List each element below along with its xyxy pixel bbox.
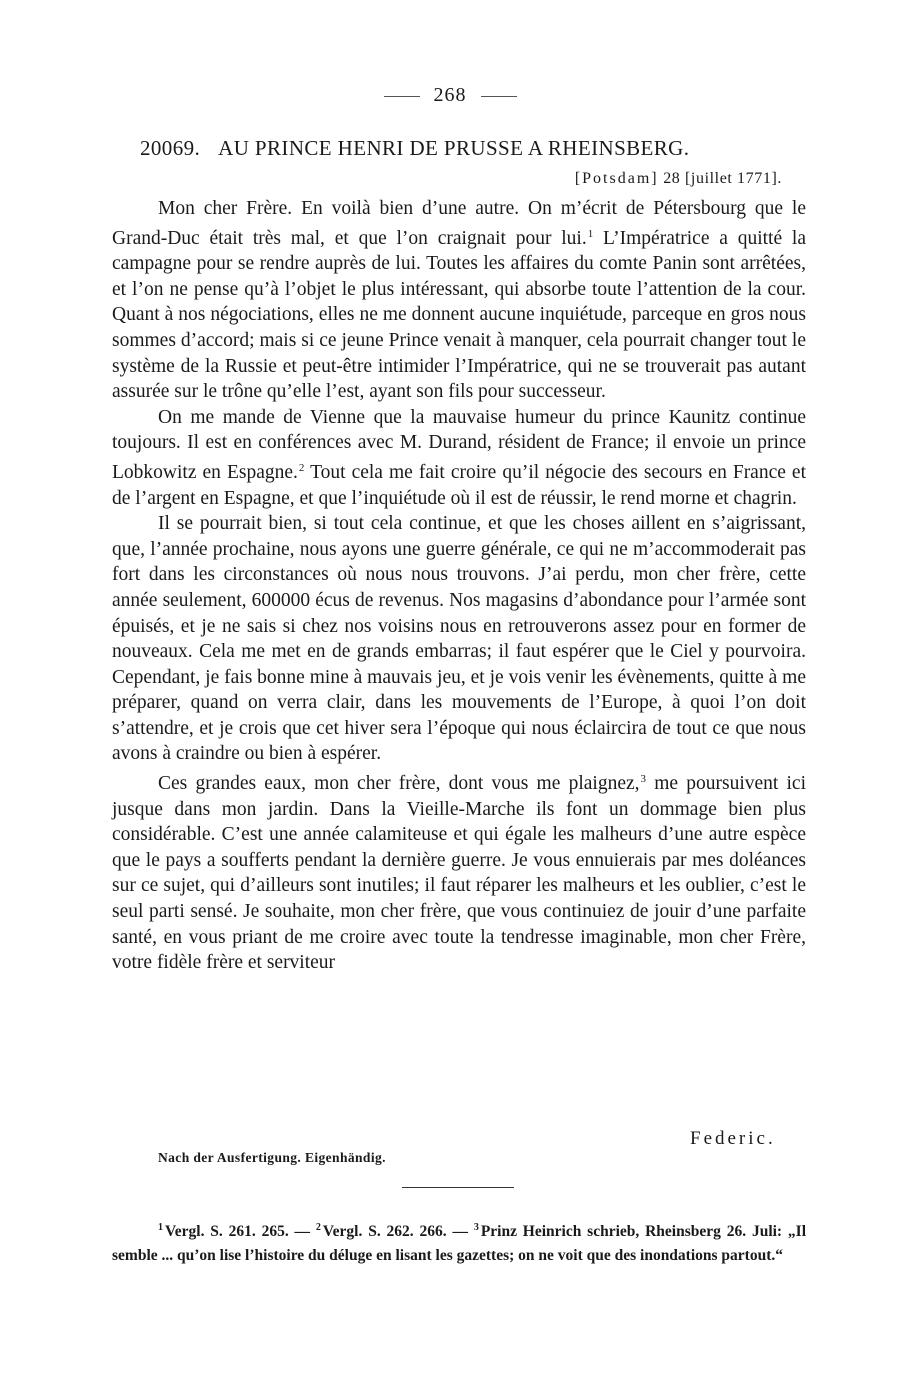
footnote-ref-2: 2 bbox=[298, 461, 305, 474]
page-number-dash-left bbox=[384, 96, 420, 97]
source-note: Nach der Ausfertigung. Eigenhändig. bbox=[158, 1150, 386, 1165]
paragraph-2 bbox=[112, 405, 806, 511]
footnote-ref-3: 3 bbox=[640, 773, 647, 786]
paragraph-3-text: Il se pourrait bien, si tout cela continue, et que les choses aillent en s’aigrissant, que, l’année prochaine, nous ayons une guerre générale, ce qui ne m’accommoderait pas fort dans les circonstances où nous nous trouvons. J’ai perdu, mon cher frère, cette année seulement, 600000 écus de revenus. Nos magasins d’abondance pour l’armée sont épuisés, et je ne sais si chez nos voisins nous en retrouverons assez pour en former de nouveaux. Cela me met en de grands embarras; il faut espérer que le Ciel y pourvoira. Cependant, je fais bonne mine à mauvais jeu, et je vois venir les évènements, quitte à me préparer, quand on verra clair, dans les mouvements de l’Europe, à quoi l’on doit s’attendre, et je crois que cet hiver sera l’époque qui nous éclaircira de tout ce que nous avons à craindre ou bien à espérer. bbox=[112, 513, 806, 765]
footnote-1-text: Vergl. S. 261. 265. — bbox=[165, 1223, 311, 1240]
paragraph-4 bbox=[112, 767, 806, 976]
letter-title: AU PRINCE HENRI DE PRUSSE A RHEINSBERG. bbox=[218, 136, 690, 160]
footnote-separator bbox=[402, 1187, 514, 1188]
paragraph-4-part-1: Ces grandes eaux, mon cher frère, dont vous me plaignez, bbox=[158, 773, 640, 795]
footnote-block bbox=[112, 1216, 806, 1268]
footnote-3-text: Prinz Heinrich schrieb, Rheinsberg 26. Juli: „Il semble ... qu’on lise l’histoire du déluge en lisant les gazettes; on ne voit que des inondations partout.“ bbox=[112, 1223, 807, 1264]
paragraph-2-part-2: Tout cela me fait croire qu’il négocie des secours en France et de l’argent en Espagne, et que l’inquiétude où il est de réussir, le rend morne et chagrin. bbox=[112, 461, 806, 509]
letter-dateline bbox=[575, 170, 782, 188]
letter-date: 28 [juillet 1771]. bbox=[663, 170, 782, 187]
page-number-dash-right bbox=[481, 96, 517, 97]
letter-heading bbox=[140, 136, 800, 161]
footnote-3-number: 3 bbox=[473, 1222, 479, 1233]
paragraph-3 bbox=[112, 511, 806, 767]
footnotes bbox=[112, 1216, 806, 1268]
paragraph-1-part-1: Mon cher Frère. En voilà bien d’une autre. On m’écrit de Pétersbourg que le Grand-Duc était très mal, et que l’on craignait pour lui. bbox=[112, 198, 806, 249]
page-number-text: 268 bbox=[433, 84, 467, 106]
signature: Federic. bbox=[690, 1128, 776, 1149]
letter-place: [Potsdam] bbox=[574, 170, 659, 187]
paragraph-4-part-2: me poursuivent ici jusque dans mon jardin. Dans la Vieille-Marche ils font un dommage bien plus considérable. C’est une année calamiteuse et qui égale les malheurs d’une autre espèce que le pays a soufferts pendant la dernière guerre. Je vous ennuierais par mes doléances sur ce sujet, qui d’ailleurs sont inutiles; il faut réparer les malheurs et les oublier, c’est le seul parti sensé. Je souhaite, mon cher frère, que vous continuiez de jouir d’une parfaite santé, en vous priant de me croire avec toute la tendresse imaginable, mon cher Frère, votre fidèle frère et serviteur bbox=[112, 773, 807, 974]
footnote-ref-1: 1 bbox=[587, 227, 594, 240]
paragraph-2-part-1: On me mande de Vienne que la mauvaise humeur du prince Kaunitz continue toujours. Il est en conférences avec M. Durand, résident de France; il envoie un prince Lobkowitz en Espagne. bbox=[112, 406, 806, 483]
paragraph-1-part-2: L’Impératrice a quitté la campagne pour se rendre auprès de lui. Toutes les affaires du comte Panin sont arrêtées, et l’on ne pense qu’à l’objet le plus intéressant, qui absorbe toute l’attention de la cour. Quant à nos négociations, elles ne me donnent aucune inquiétude, parceque en gros nous sommes d’accord; mais si ce jeune Prince venait à manquer, cela pourrait changer tout le système de la Russie et peut-être intimider l’Impératrice, qui ne se trouverait pas autant assurée sur le trône qu’elle l’est, ayant son fils pour successeur. bbox=[112, 227, 806, 403]
letter-number: 20069. bbox=[140, 136, 201, 160]
page-number bbox=[0, 84, 900, 107]
paragraph-1 bbox=[112, 196, 806, 405]
footnote-2-number: 2 bbox=[315, 1222, 321, 1233]
letter-body bbox=[112, 196, 806, 976]
footnote-1-number: 1 bbox=[158, 1222, 163, 1233]
footnote-2-text: Vergl. S. 262. 266. — bbox=[322, 1223, 468, 1240]
